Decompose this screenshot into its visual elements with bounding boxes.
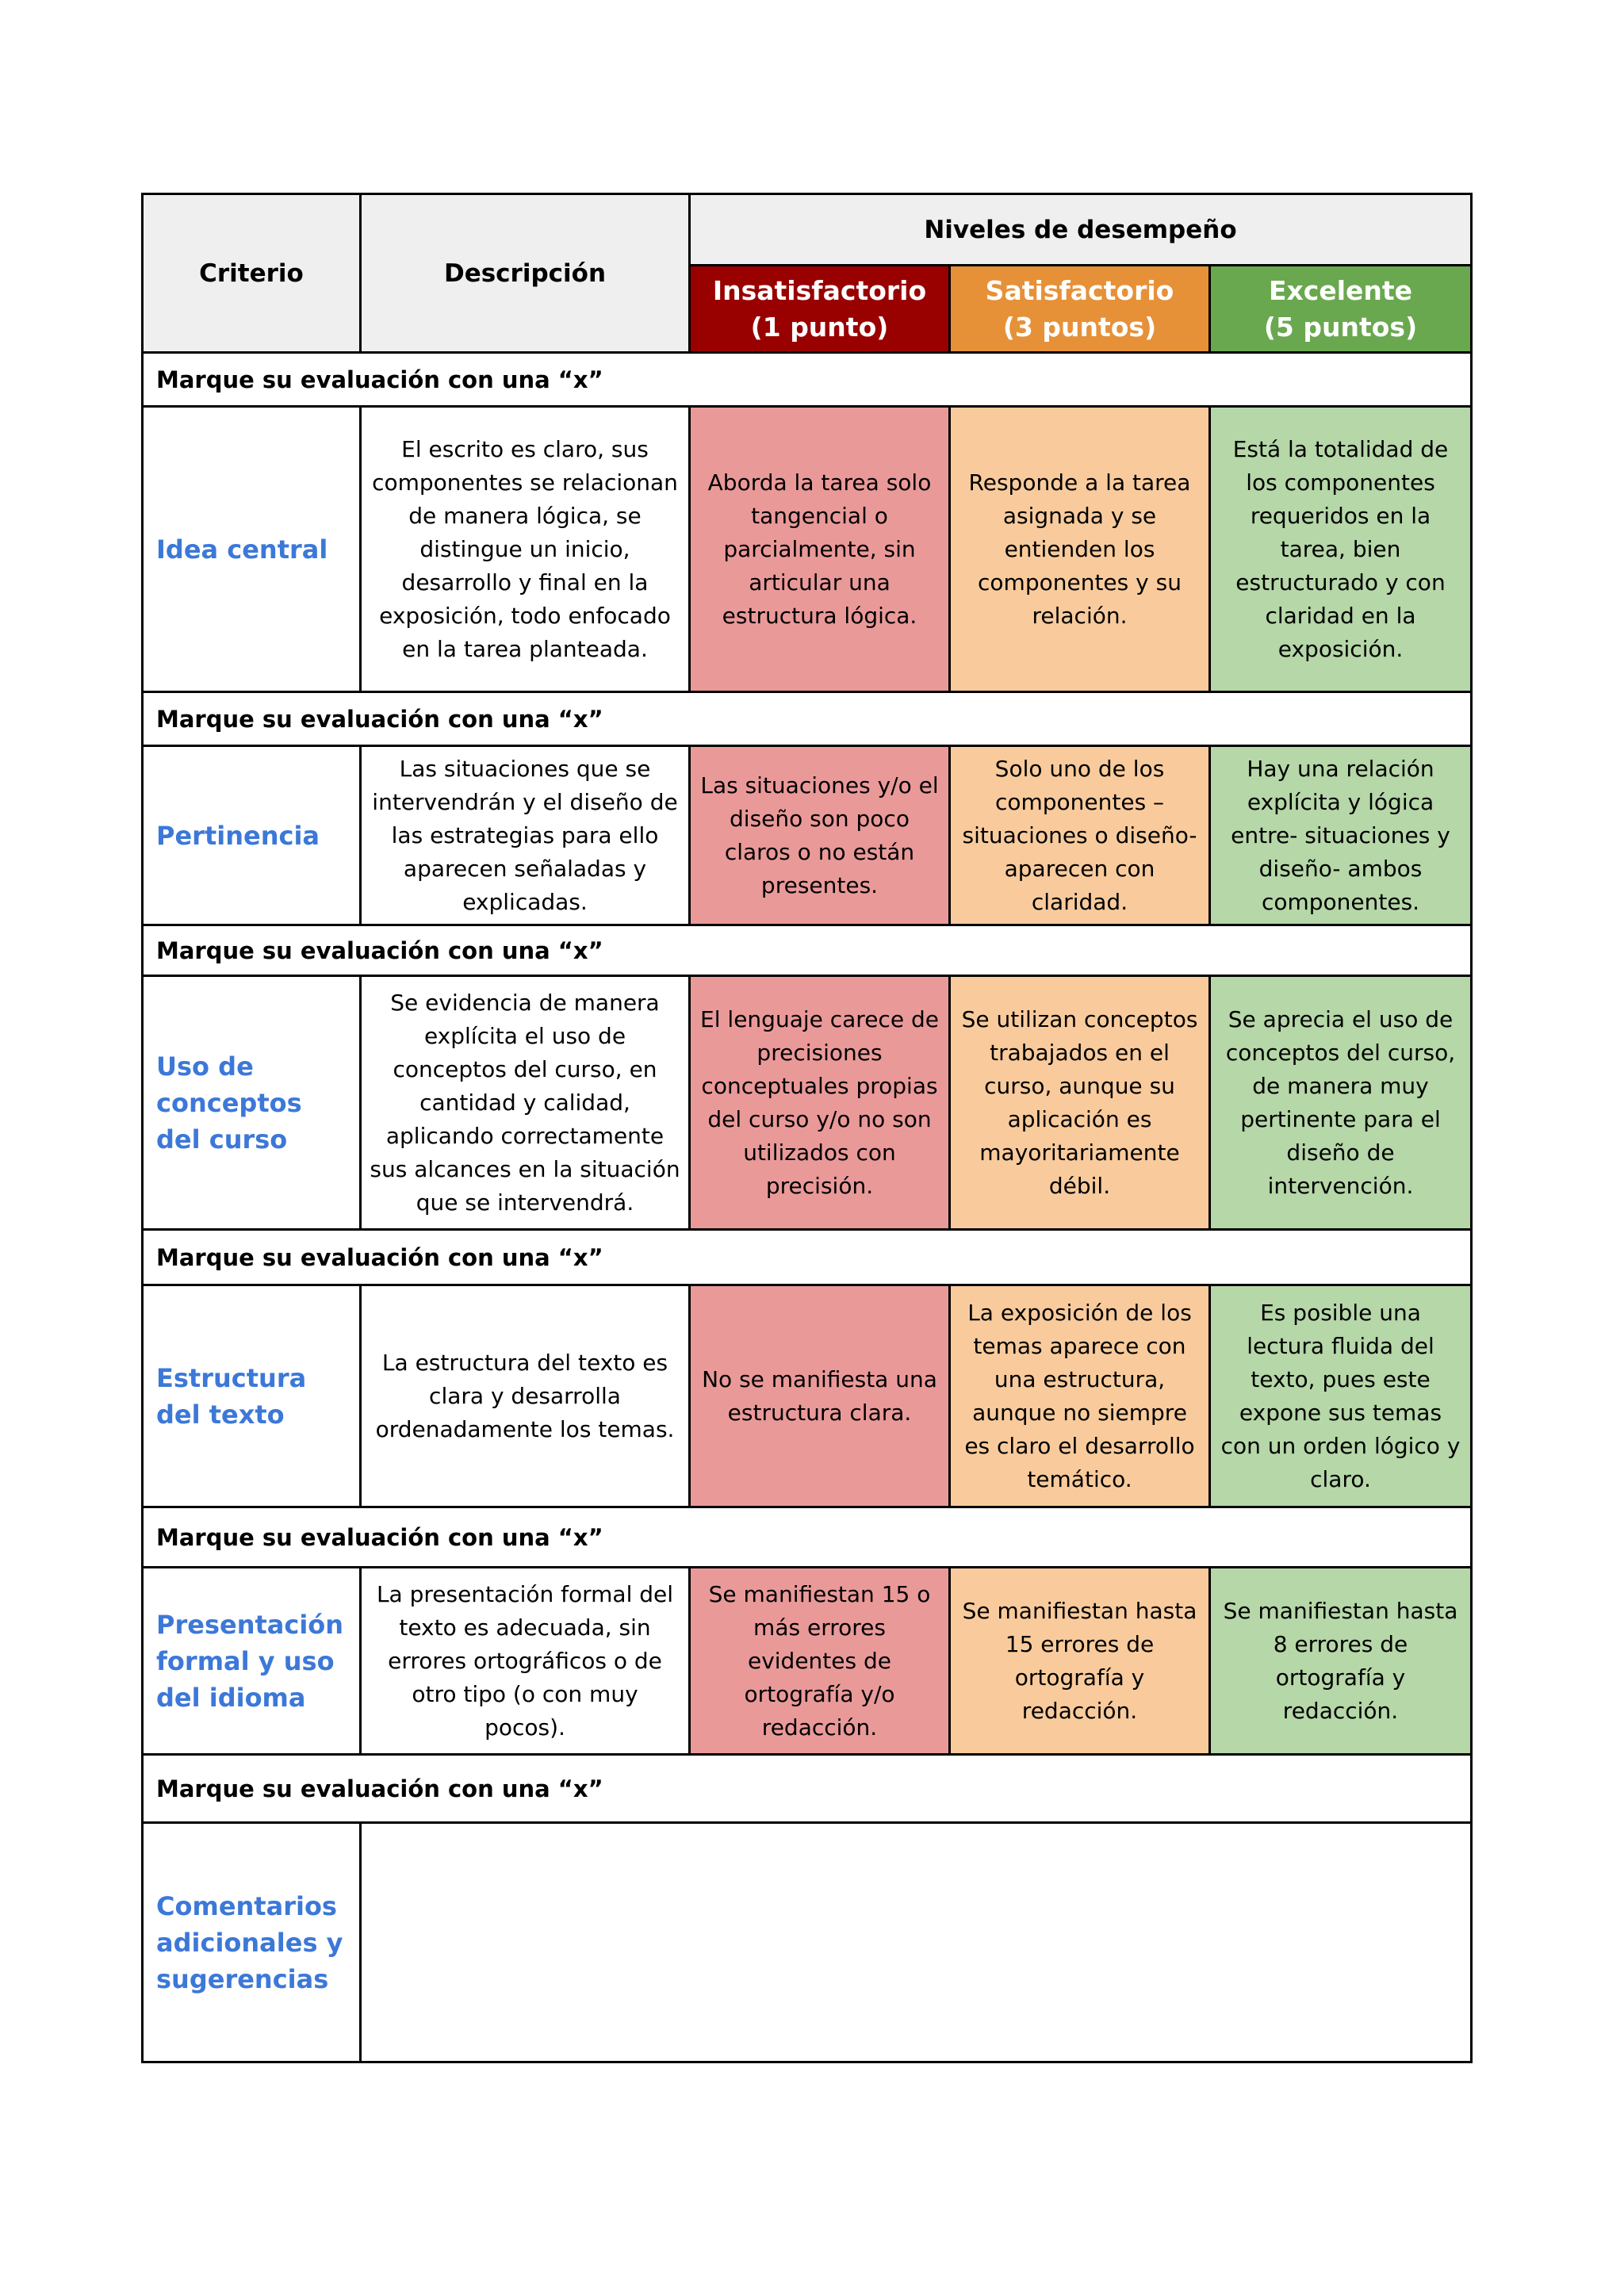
insatisfactorio-cell[interactable]: Aborda la tarea solo tangencial o parcialmente, sin articular una estructura lógica.: [690, 407, 950, 692]
criterion-label: Idea central: [143, 407, 361, 692]
insatisfactorio-cell[interactable]: Se manifiestan 15 o más errores evidentes de ortografía y/o redacción.: [690, 1568, 950, 1755]
level-name: Excelente: [1268, 274, 1413, 306]
comments-label: Comentarios adicionales y sugerencias: [143, 1823, 361, 2062]
excelente-cell[interactable]: Está la totalidad de los componentes requeridos en la tarea, bien estructurado y con claridad en la exposición.: [1210, 407, 1472, 692]
level-name: Satisfactorio: [985, 274, 1174, 306]
criterion-description: El escrito es claro, sus componentes se relacionan de manera lógica, se distingue un inicio, desarrollo y final en la exposición, todo enfocado en la tarea planteada.: [361, 407, 690, 692]
criterion-description: Las situaciones que se intervendrán y el diseño de las estrategias para ello aparecen señaladas y explicadas.: [361, 746, 690, 925]
mark-instruction: Marque su evaluación con una “x”: [143, 353, 1472, 407]
insatisfactorio-cell[interactable]: El lenguaje carece de precisiones conceptuales propias del curso y/o no son utilizados con precisión.: [690, 976, 950, 1230]
satisfactorio-cell[interactable]: La exposición de los temas aparece con una estructura, aunque no siempre es claro el desarrollo temático.: [950, 1285, 1210, 1507]
level-points: (5 puntos): [1263, 311, 1418, 343]
insatisfactorio-cell[interactable]: Las situaciones y/o el diseño son poco claros o no están presentes.: [690, 746, 950, 925]
comments-field[interactable]: [361, 1823, 1472, 2062]
insatisfactorio-cell[interactable]: No se manifiesta una estructura clara.: [690, 1285, 950, 1507]
excelente-cell[interactable]: Se aprecia el uso de conceptos del curso, de manera muy pertinente para el diseño de intervención.: [1210, 976, 1472, 1230]
criterion-label: Estructura del texto: [143, 1285, 361, 1507]
mark-instruction: Marque su evaluación con una “x”: [143, 1755, 1472, 1823]
level-excelente-header: [1210, 266, 1472, 353]
satisfactorio-cell[interactable]: Se manifiestan hasta 15 errores de ortografía y redacción.: [950, 1568, 1210, 1755]
criterio-header: Criterio: [143, 194, 361, 353]
criterion-label: Presentación formal y uso del idioma: [143, 1568, 361, 1755]
excelente-cell[interactable]: Es posible una lectura fluida del texto, pues este expone sus temas con un orden lógico y claro.: [1210, 1285, 1472, 1507]
criterion-label: Pertinencia: [143, 746, 361, 925]
satisfactorio-cell[interactable]: Solo uno de los componentes –situaciones o diseño-aparecen con claridad.: [950, 746, 1210, 925]
level-satisfactorio-header: [950, 266, 1210, 353]
descripcion-header: Descripción: [361, 194, 690, 353]
criterion-description: Se evidencia de manera explícita el uso de conceptos del curso, en cantidad y calidad, aplicando correctamente sus alcances en la situación que se intervendrá.: [361, 976, 690, 1230]
level-points: (1 punto): [750, 311, 889, 343]
criterion-description: La presentación formal del texto es adecuada, sin errores ortográficos o de otro tipo (o con muy pocos).: [361, 1568, 690, 1755]
satisfactorio-cell[interactable]: Se utilizan conceptos trabajados en el curso, aunque su aplicación es mayoritariamente débil.: [950, 976, 1210, 1230]
criterion-label: Uso de conceptos del curso: [143, 976, 361, 1230]
level-insatisfactorio-header: [690, 266, 950, 353]
mark-instruction: Marque su evaluación con una “x”: [143, 692, 1472, 746]
level-points: (3 puntos): [1002, 311, 1157, 343]
excelente-cell[interactable]: Hay una relación explícita y lógica entre- situaciones y diseño- ambos componentes.: [1210, 746, 1472, 925]
criterion-description: La estructura del texto es clara y desarrolla ordenadamente los temas.: [361, 1285, 690, 1507]
excelente-cell[interactable]: Se manifiestan hasta 8 errores de ortografía y redacción.: [1210, 1568, 1472, 1755]
rubric-table: [141, 193, 1473, 2063]
mark-instruction: Marque su evaluación con una “x”: [143, 925, 1472, 976]
satisfactorio-cell[interactable]: Responde a la tarea asignada y se entienden los componentes y su relación.: [950, 407, 1210, 692]
mark-instruction: Marque su evaluación con una “x”: [143, 1507, 1472, 1568]
mark-instruction: Marque su evaluación con una “x”: [143, 1230, 1472, 1285]
niveles-header: Niveles de desempeño: [690, 194, 1472, 266]
level-name: Insatisfactorio: [712, 274, 927, 306]
